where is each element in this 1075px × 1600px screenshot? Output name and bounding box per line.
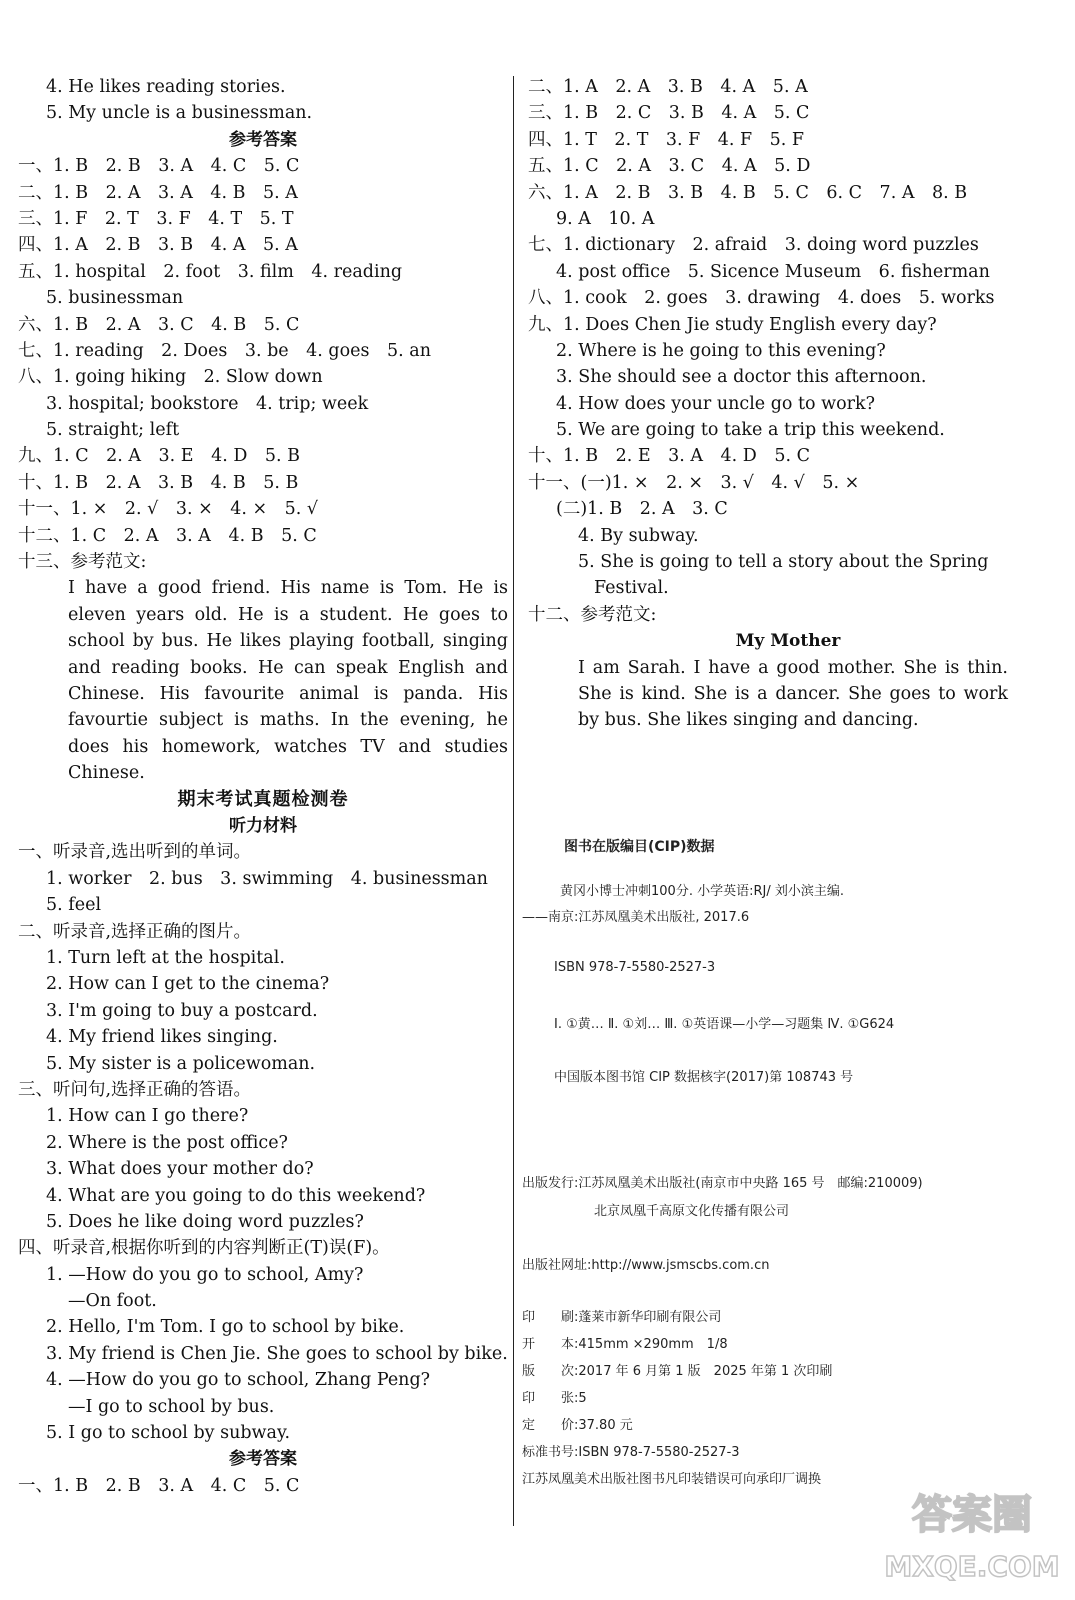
text-line: (二)1. B 2. A 3. C bbox=[556, 499, 728, 520]
essay-title: My Mother bbox=[735, 631, 841, 652]
text-line: 5. My sister is a policewoman. bbox=[46, 1053, 316, 1074]
cip-title: 图书在版编目(CIP)数据 bbox=[564, 839, 715, 855]
standard-number: 标准书号:ISBN 978-7-5580-2527-3 bbox=[522, 1445, 740, 1460]
sheets: 印 张:5 bbox=[522, 1391, 587, 1406]
exam-title: 期末考试真题检测卷 bbox=[177, 788, 349, 810]
left-column bbox=[18, 74, 508, 1499]
text-line: 五、1. C 2. A 3. C 4. A 5. D bbox=[528, 156, 811, 177]
text-line: 5. straight; left bbox=[46, 420, 180, 441]
text-line: 1. How can I go there? bbox=[46, 1106, 249, 1127]
text-line: 2. Where is he going to this evening? bbox=[556, 340, 886, 361]
text-line: 5. I go to school by subway. bbox=[46, 1423, 291, 1444]
text-line: 六、1. B 2. A 3. C 4. B 5. C bbox=[18, 314, 300, 335]
text-line: 七、1. reading 2. Does 3. be 4. goes 5. an bbox=[18, 340, 431, 361]
text-line: 十、1. B 2. E 3. A 4. D 5. C bbox=[528, 446, 810, 467]
watermark-text-cn: 答案圈 bbox=[912, 1492, 1032, 1538]
text-line: 十二、参考范文: bbox=[528, 604, 657, 625]
text-line: 十一、1. × 2. √ 3. × 4. × 5. √ bbox=[18, 499, 319, 520]
text-line: 4. post office 5. Sicence Museum 6. fisherman bbox=[556, 261, 990, 282]
essay-mother: I am Sarah. I have a good mother. She is thin. She is kind. She is a dancer. She goes to work by bus. She likes singing and dancing. bbox=[578, 657, 1008, 731]
text-line: 八、1. going hiking 2. Slow down bbox=[18, 367, 323, 388]
text-line: —I go to school by bus. bbox=[68, 1396, 275, 1417]
text-line: 九、1. Does Chen Jie study English every day? bbox=[528, 314, 937, 335]
text-line: 3. My friend is Chen Jie. She goes to school by bike. bbox=[46, 1343, 508, 1364]
text-line: 二、1. B 2. A 3. A 4. B 5. A bbox=[18, 182, 298, 203]
final-exam-section bbox=[18, 787, 508, 1500]
watermark-text-en: MXQE.COM bbox=[884, 1550, 1060, 1583]
section-heading: 参考答案 bbox=[229, 1449, 297, 1470]
text-line: 四、听录音,根据你听到的内容判断正(T)误(F)。 bbox=[18, 1238, 390, 1259]
text-line: 4. By subway. bbox=[578, 525, 699, 546]
text-line: 1. worker 2. bus 3. swimming 4. businessman bbox=[46, 868, 488, 889]
text-line: 七、1. dictionary 2. afraid 3. doing word puzzles bbox=[528, 235, 979, 256]
text-line: 六、1. A 2. B 3. B 4. B 5. C 6. C 7. A 8. B bbox=[528, 182, 968, 203]
text-line: 五、1. hospital 2. foot 3. film 4. reading bbox=[18, 261, 403, 282]
section-heading: 参考答案 bbox=[229, 129, 297, 150]
text-line: 4. What are you going to do this weekend? bbox=[46, 1185, 426, 1206]
text-line: 3. hospital; bookstore 4. trip; week bbox=[46, 393, 369, 414]
text-line: 十、1. B 2. A 3. B 4. B 5. B bbox=[18, 472, 299, 493]
text-line: 三、1. F 2. T 3. F 4. T 5. T bbox=[18, 208, 294, 229]
website: 出版社网址:http://www.jsmscbs.com.cn bbox=[522, 1258, 770, 1273]
text-line: 一、1. B 2. B 3. A 4. C 5. C bbox=[18, 156, 300, 177]
watermark-logo bbox=[880, 1470, 1065, 1590]
cip-line2: ——南京:江苏凤凰美术出版社, 2017.6 bbox=[522, 910, 750, 925]
edition: 版 次:2017 年 6 月第 1 版 2025 年第 1 次印刷 bbox=[522, 1364, 833, 1379]
text-line: 5. feel bbox=[46, 895, 102, 916]
text-line: 5. She is going to tell a story about the Spring bbox=[578, 552, 989, 573]
print-notice: 江苏凤凰美术出版社图书凡印装错误可向承印厂调换 bbox=[522, 1472, 822, 1487]
text-line: 十一、(一)1. × 2. × 3. √ 4. √ 5. × bbox=[528, 472, 860, 493]
section-heading: 听力材料 bbox=[229, 816, 297, 837]
cip-isbn: ISBN 978-7-5580-2527-3 bbox=[554, 960, 716, 975]
text-line: 5. businessman bbox=[46, 288, 184, 309]
printer: 印 刷:蓬莱市新华印刷有限公司 bbox=[522, 1310, 722, 1325]
cip-number: 中国版本图书馆 CIP 数据核字(2017)第 108743 号 bbox=[554, 1070, 854, 1085]
text-line: —On foot. bbox=[68, 1291, 157, 1312]
text-line: 3. I'm going to buy a postcard. bbox=[46, 1000, 318, 1021]
right-column bbox=[528, 74, 1048, 734]
column-divider bbox=[513, 76, 514, 1526]
text-line: Festival. bbox=[594, 578, 669, 599]
text-line: 5. Does he like doing word puzzles? bbox=[46, 1211, 364, 1232]
cip-line1: 黄冈小博士冲刺100分. 小学英语:RJ/ 刘小滨主编. bbox=[560, 884, 844, 899]
left-answer-lines bbox=[18, 74, 508, 575]
text-line: 4. —How do you go to school, Zhang Peng? bbox=[46, 1370, 431, 1391]
text-line: 3. She should see a doctor this afternoon. bbox=[556, 367, 927, 388]
format: 开 本:415mm ×290mm 1/8 bbox=[522, 1337, 728, 1352]
text-line: 2. Where is the post office? bbox=[46, 1132, 288, 1153]
cip-classification: Ⅰ. ①黄… Ⅱ. ①刘… Ⅲ. ①英语课—小学—习题集 Ⅳ. ①G624 bbox=[554, 1017, 895, 1032]
text-line: 一、1. B 2. B 3. A 4. C 5. C bbox=[18, 1475, 300, 1496]
text-line: 9. A 10. A bbox=[556, 208, 655, 229]
text-line: 九、1. C 2. A 3. E 4. D 5. B bbox=[18, 446, 300, 467]
text-line: 三、听问句,选择正确的答语。 bbox=[18, 1079, 252, 1100]
text-line: 5. My uncle is a businessman. bbox=[46, 103, 313, 124]
right-answer-lines bbox=[528, 74, 1048, 628]
price: 定 价:37.80 元 bbox=[522, 1418, 633, 1433]
text-line: 1. —How do you go to school, Amy? bbox=[46, 1264, 364, 1285]
text-line: 5. We are going to take a trip this weekend. bbox=[556, 420, 945, 441]
text-line: 2. Hello, I'm Tom. I go to school by bike. bbox=[46, 1317, 405, 1338]
text-line: 4. He likes reading stories. bbox=[46, 77, 286, 97]
publisher-2: 北京凤凰千高原文化传播有限公司 bbox=[594, 1204, 790, 1219]
text-line: 4. My friend likes singing. bbox=[46, 1027, 278, 1048]
text-line: 十三、参考范文: bbox=[18, 552, 147, 573]
text-line: 三、1. B 2. C 3. B 4. A 5. C bbox=[528, 103, 810, 124]
text-line: 二、听录音,选择正确的图片。 bbox=[18, 921, 252, 942]
text-line: 4. How does your uncle go to work? bbox=[556, 393, 876, 414]
text-line: 1. Turn left at the hospital. bbox=[46, 948, 285, 969]
text-line: 二、1. A 2. A 3. B 4. A 5. A bbox=[528, 77, 808, 97]
text-line: 3. What does your mother do? bbox=[46, 1159, 314, 1180]
text-line: 四、1. T 2. T 3. F 4. F 5. F bbox=[528, 129, 805, 150]
text-line: 四、1. A 2. B 3. B 4. A 5. A bbox=[18, 235, 298, 256]
publisher: 出版发行:江苏凤凰美术出版社(南京市中央路 165 号 邮编:210009) bbox=[522, 1176, 923, 1191]
text-line: 2. How can I get to the cinema? bbox=[46, 974, 330, 995]
text-line: 一、听录音,选出听到的单词。 bbox=[18, 842, 252, 863]
essay-tom: I have a good friend. His name is Tom. He is eleven years old. He is a student. He goes to school by bus. He likes playing football, singing and reading books. He can speak English and Chinese. His favourite animal is panda. His favourtie subject is maths. In the evening, he does his homework, watches TV and studies Chinese. bbox=[68, 578, 508, 784]
text-line: 八、1. cook 2. goes 3. drawing 4. does 5. works bbox=[528, 288, 995, 309]
text-line: 十二、1. C 2. A 3. A 4. B 5. C bbox=[18, 525, 317, 546]
